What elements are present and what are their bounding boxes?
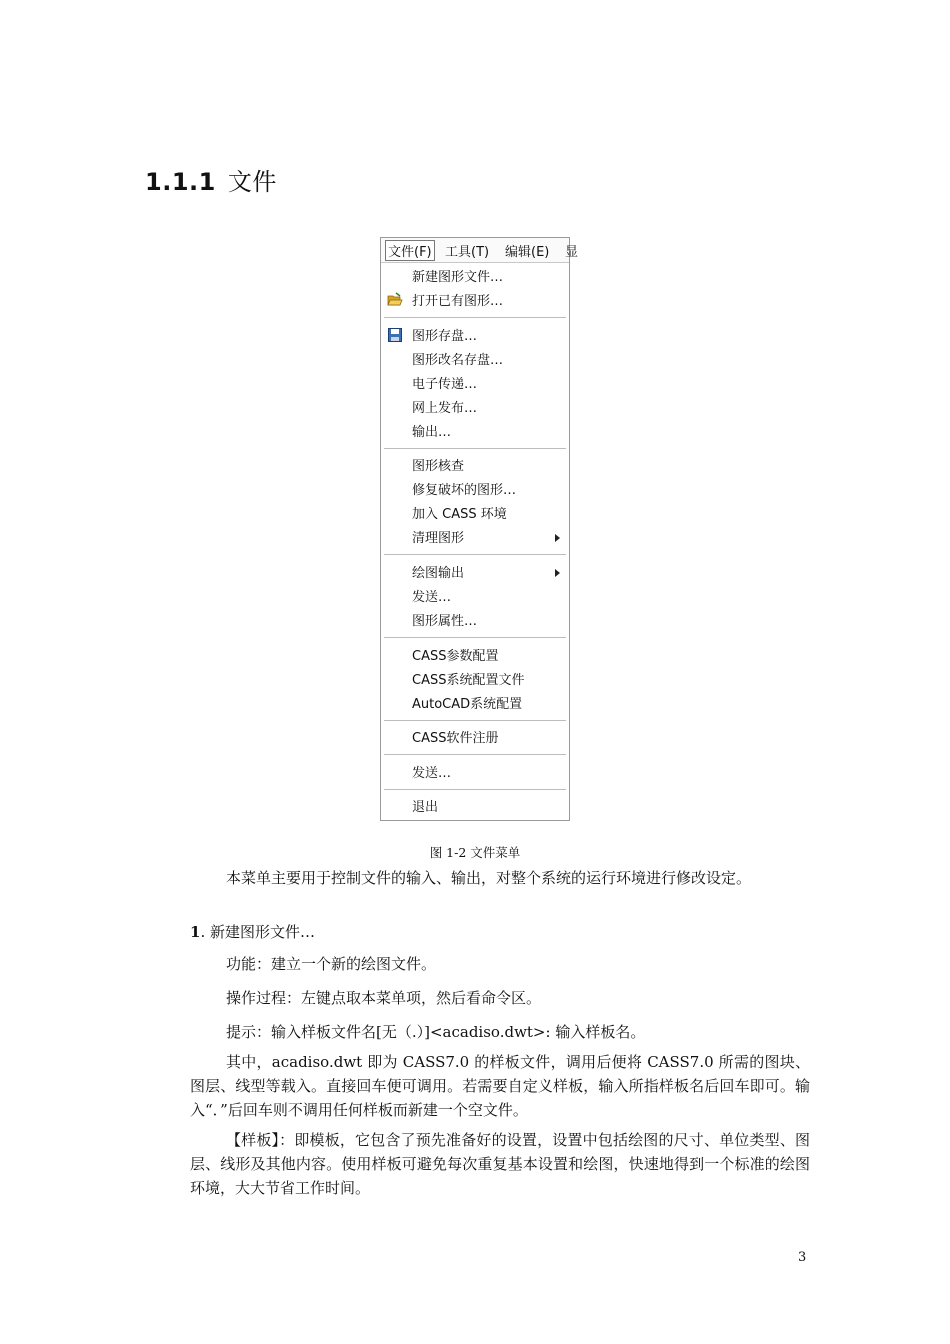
submenu-arrow-icon [555,569,560,577]
menu-separator [384,554,566,556]
detail-paragraph: 其中，acadiso.dwt 即为 CASS7.0 的样板文件，调用后便将 CASS7.0 所需的图块、图层、线型等载入。直接回车便可调用。若需要自定义样板，输入所指样板名后回车即可。输入“．”后回车则不调用任何样板而新建一个空文件。 [190,1053,810,1119]
menu-item-cass-register[interactable]: CASS软件注册 [412,731,499,746]
menubar-tools[interactable]: 工具(T) [445,245,490,260]
function-paragraph: 功能：建立一个新的绘图文件。 [226,955,437,973]
item-heading [190,920,810,944]
prompt-paragraph: 提示：输入样板文件名[无（.）]<acadiso.dwt>: 输入样板名。 [226,1023,646,1041]
page-number: 3 [798,1250,807,1265]
menu-bar [381,238,579,263]
menu-separator [384,637,566,639]
menu-item-plot[interactable]: 绘图输出 [412,566,465,581]
menu-separator [384,720,566,722]
menu-separator [384,789,566,791]
file-menu-figure [380,237,579,821]
menu-item-exit[interactable]: 退出 [412,800,439,815]
menu-item-cass-params[interactable]: CASS参数配置 [412,649,499,664]
operation-paragraph: 操作过程：左键点取本菜单项，然后看命令区。 [226,989,542,1007]
menu-item-drawing-properties[interactable]: 图形属性… [412,614,478,629]
menubar-edit[interactable]: 编辑(E) [505,245,550,260]
menu-item-recover[interactable]: 修复破坏的图形… [412,483,517,498]
submenu-arrow-icon [555,534,560,542]
menu-item-save[interactable]: 图形存盘… [412,329,478,344]
menu-item-etransmit[interactable]: 电子传递… [412,377,478,392]
section-title: 文件 [227,168,277,196]
section-heading [145,162,277,197]
section-number: 1.1.1 [145,168,216,196]
menubar-file[interactable]: 文件(F) [385,240,435,261]
menu-separator [384,448,566,450]
menu-separator [384,317,566,319]
menu-item-send-2[interactable]: 发送… [412,766,452,781]
floppy-disk-icon [387,327,403,343]
menu-item-save-as[interactable]: 图形改名存盘… [412,353,504,368]
menu-item-open-drawing[interactable]: 打开已有图形… [412,294,504,309]
menu-item-send[interactable]: 发送… [412,590,452,605]
menu-item-add-cass-env[interactable]: 加入 CASS 环境 [412,507,507,522]
menu-item-autocad-config[interactable]: AutoCAD系统配置 [412,697,523,712]
menu-item-purge[interactable]: 清理图形 [412,531,465,546]
figure-caption: 图 1-2 文件菜单 [429,845,521,860]
menu-item-publish-web[interactable]: 网上发布… [412,401,478,416]
item-title: . 新建图形文件… [200,923,315,941]
menu-item-new-drawing[interactable]: 新建图形文件… [412,270,504,285]
menu-separator [384,754,566,756]
intro-paragraph: 本菜单主要用于控制文件的输入、输出，对整个系统的运行环境进行修改设定。 [226,869,752,887]
folder-open-icon [387,292,403,308]
item-number: 1 [190,923,201,941]
menu-item-export[interactable]: 输出… [412,425,452,440]
template-paragraph: 【样板】：即模板，它包含了预先准备好的设置，设置中包括绘图的尺寸、单位类型、图层、线形及其他内容。使用样板可避免每次重复基本设置和绘图，快速地得到一个标准的绘图环境，大大节省工作时间。 [190,1131,810,1197]
menu-item-cass-config-file[interactable]: CASS系统配置文件 [412,673,525,688]
menu-item-audit[interactable]: 图形核查 [412,459,465,474]
menubar-display[interactable]: 显 [565,245,579,260]
